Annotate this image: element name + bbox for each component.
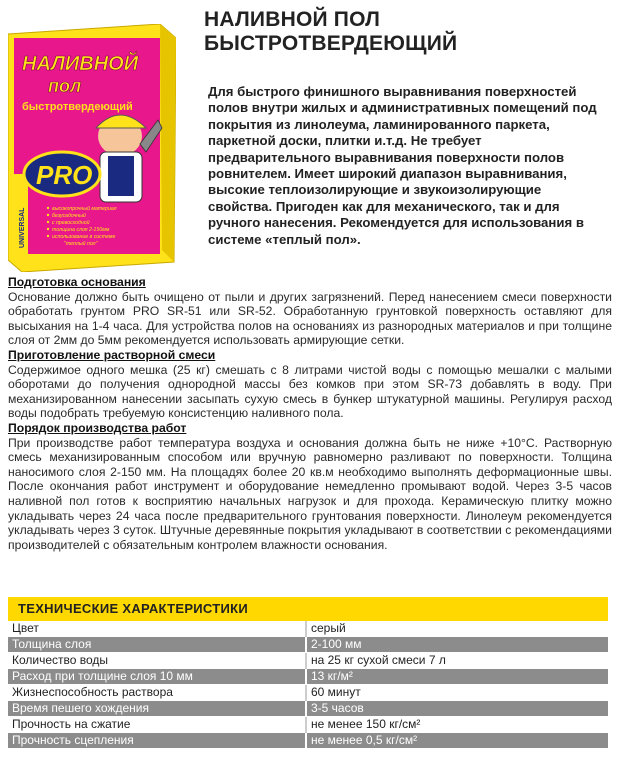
bag-bullet: высокопрочный материал [52,206,117,212]
spec-key: Цвет [8,621,306,637]
bag-bullet: с превосходной [52,220,90,226]
tech-header: ТЕХНИЧЕСКИЕ ХАРАКТЕРИСТИКИ [8,597,608,621]
section-heading: Приготовление растворной смеси [8,347,216,362]
section-preparation [8,275,612,348]
table-row [8,733,608,749]
bag-bullet: толщина слоя 2-150мм [52,227,110,233]
product-bag-image [8,24,176,272]
spec-value: 60 минут [306,685,608,701]
spec-key: Толщина слоя [8,637,306,653]
page-title [204,8,604,56]
spec-key: Прочность на сжатие [8,717,306,733]
section-text: Содержимое одного мешка (25 кг) смешать с 8 литрами чистой воды с помощью мешалки с малыми оборотами до получения однородной массы без комков при этом SR-73 добавлять в воду. При механизированном нанесении засыпать сухую смесь в бункер штукатурной машины. Регулируя расход воды подобрать требуемую консистенцию наливного пола. [8,362,612,421]
spec-value: 2-100 мм [306,637,608,653]
section-text: При производстве работ температура воздуха и основания должна быть не ниже +10°С. Растворную смесь механизированным способом или вручную равномерно разливают по поверхности. Толщина наносимого слоя 2-150 мм. На площадях более 20 кв.м необходимо выполнять деформационные швы. После окончания работ инструмент и оборудование немедленно промывают водой. Через 3-5 часов наливной пол готов к восприятию начальных нагрузок и для прохода. Керамическую плитку можно укладывать через 24 часа после предварительного грунтования поверхности. Линолеум рекомендуется укладывать через 3 суток. Штучные деревянные покрытия укладывают в соответствии с рекомендациями производителей с обязательным контролем влажности основания. [8,435,612,552]
bag-line1: НАЛИВНОЙ [22,53,139,75]
spec-key: Жизнеспособность раствора [8,685,306,701]
table-row [8,701,608,717]
title-line1: НАЛИВНОЙ ПОЛ [204,8,381,31]
table-row [8,717,608,733]
spec-key: Количество воды [8,653,306,669]
spec-value: 3-5 часов [306,701,608,717]
spec-value: на 25 кг сухой смеси 7 л [306,653,608,669]
bag-bullet: "теплый пол" [64,241,98,247]
table-row [8,685,608,701]
spec-value: не менее 0,5 кг/см² [306,733,608,749]
intro-paragraph: Для быстрого финишного выравнивания поверхностей полов внутри жилых и административных помещений под покрытия из линолеума, ламинированного паркета, паркетной доски, плитки и.т.д. Не требует предварительного выравнивания поверхности полов ровнителем. Имеет широкий диапазон выравнивания, высокие теплоизолирующие и звукоизолирующие свойства. Пригоден как для механического, так и для ручного нанесения. Рекомендуется для использования в системе «теплый пол». [208,84,597,247]
bag-line2: пол [48,76,82,96]
bag-line3: быстротвердеющий [22,101,133,113]
section-mixing [8,348,612,421]
title-line2: БЫСТРОТВЕРДЕЮЩИЙ [204,32,458,55]
bag-bullet: безусадочный [52,213,86,219]
spec-key: Расход при толщине слоя 10 мм [8,669,306,685]
section-heading: Подготовка основания [8,275,146,289]
tech-table [8,621,608,749]
table-row [8,637,608,653]
section-heading: Порядок производства работ [8,420,187,435]
bag-brand: PRO [36,160,93,190]
spec-value: не менее 150 кг/см² [306,717,608,733]
spec-value: серый [306,621,608,637]
bag-bullet: использование в системе [52,234,116,240]
section-text: Основание должно быть очищено от пыли и других загрязнений. Перед нанесением смеси поверхности обработать грунтом PRO SR-51 или SR-52. Обработанную грунтовкой поверхность оставляют для высыхания на 1-4 часа. Для устройства полов на основаниях из разнородных материалов и при толщине слоя от 2мм до 5мм рекомендуется использовать армирующие сетки. [8,289,612,348]
tech-specs [8,597,608,749]
spec-value: 13 кг/м² [306,669,608,685]
table-row [8,653,608,669]
table-row [8,669,608,685]
spec-key: Прочность сцепления [8,733,306,749]
spec-key: Время пешего хождения [8,701,306,717]
section-procedure [8,421,612,552]
table-row [8,621,608,637]
instructions [8,275,612,552]
bag-side-label: UNIVERSAL [19,207,26,248]
